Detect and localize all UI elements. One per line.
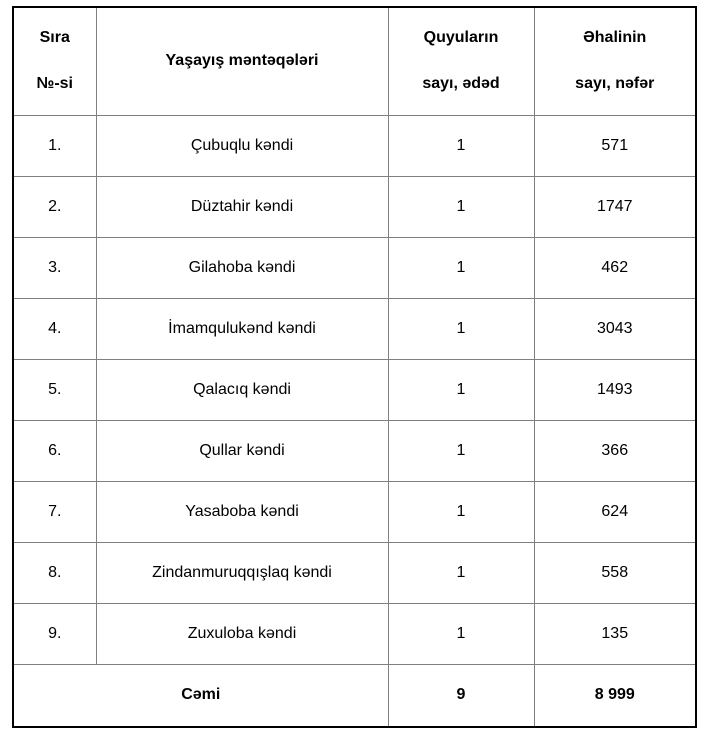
header-serial-line2: №-si xyxy=(36,75,73,93)
wells-count-cell: 1 xyxy=(388,542,534,603)
population-cell: 1747 xyxy=(534,176,696,237)
row-number-cell: 4. xyxy=(13,298,96,359)
wells-count-cell: 1 xyxy=(388,237,534,298)
settlement-cell: Çubuqlu kəndi xyxy=(96,115,388,176)
table-row xyxy=(13,176,696,237)
row-number-cell: 6. xyxy=(13,420,96,481)
population-cell: 135 xyxy=(534,603,696,664)
header-population-line2: sayı, nəfər xyxy=(575,75,655,93)
settlement-cell: İmamqulukənd kəndi xyxy=(96,298,388,359)
population-cell: 571 xyxy=(534,115,696,176)
row-number-cell: 2. xyxy=(13,176,96,237)
row-number-cell: 8. xyxy=(13,542,96,603)
header-wells-line1: Quyuların xyxy=(423,29,499,47)
table-header-row xyxy=(13,7,696,115)
table-total-row xyxy=(13,664,696,727)
settlement-cell: Gilahoba kəndi xyxy=(96,237,388,298)
settlements-wells-table xyxy=(12,6,697,728)
row-number-cell: 5. xyxy=(13,359,96,420)
settlement-cell: Zindanmuruqqışlaq kəndi xyxy=(96,542,388,603)
total-wells-cell: 9 xyxy=(388,664,534,727)
total-label-cell: Cəmi xyxy=(13,664,388,727)
table-row xyxy=(13,298,696,359)
header-population xyxy=(534,7,696,115)
row-number-cell: 7. xyxy=(13,481,96,542)
wells-count-cell: 1 xyxy=(388,481,534,542)
settlement-cell: Qullar kəndi xyxy=(96,420,388,481)
population-cell: 3043 xyxy=(534,298,696,359)
population-cell: 624 xyxy=(534,481,696,542)
settlement-cell: Düztahir kəndi xyxy=(96,176,388,237)
header-serial-line1: Sıra xyxy=(39,29,70,47)
table-row xyxy=(13,420,696,481)
table-row xyxy=(13,542,696,603)
table-row xyxy=(13,481,696,542)
header-wells-count xyxy=(388,7,534,115)
table-row xyxy=(13,115,696,176)
header-serial-number xyxy=(13,7,96,115)
wells-count-cell: 1 xyxy=(388,603,534,664)
header-wells-line2: sayı, ədəd xyxy=(422,75,500,93)
wells-count-cell: 1 xyxy=(388,359,534,420)
row-number-cell: 3. xyxy=(13,237,96,298)
population-cell: 462 xyxy=(534,237,696,298)
header-population-line1: Əhalinin xyxy=(583,29,647,47)
wells-count-cell: 1 xyxy=(388,115,534,176)
table-row xyxy=(13,359,696,420)
wells-count-cell: 1 xyxy=(388,298,534,359)
header-settlements xyxy=(96,7,388,115)
settlement-cell: Zuxuloba kəndi xyxy=(96,603,388,664)
table-row xyxy=(13,603,696,664)
settlement-cell: Qalacıq kəndi xyxy=(96,359,388,420)
population-cell: 1493 xyxy=(534,359,696,420)
wells-count-cell: 1 xyxy=(388,420,534,481)
row-number-cell: 9. xyxy=(13,603,96,664)
total-population-cell: 8 999 xyxy=(534,664,696,727)
table-row xyxy=(13,237,696,298)
settlement-cell: Yasaboba kəndi xyxy=(96,481,388,542)
wells-count-cell: 1 xyxy=(388,176,534,237)
population-cell: 558 xyxy=(534,542,696,603)
row-number-cell: 1. xyxy=(13,115,96,176)
population-cell: 366 xyxy=(534,420,696,481)
header-settlements-line1: Yaşayış məntəqələri xyxy=(165,52,319,70)
